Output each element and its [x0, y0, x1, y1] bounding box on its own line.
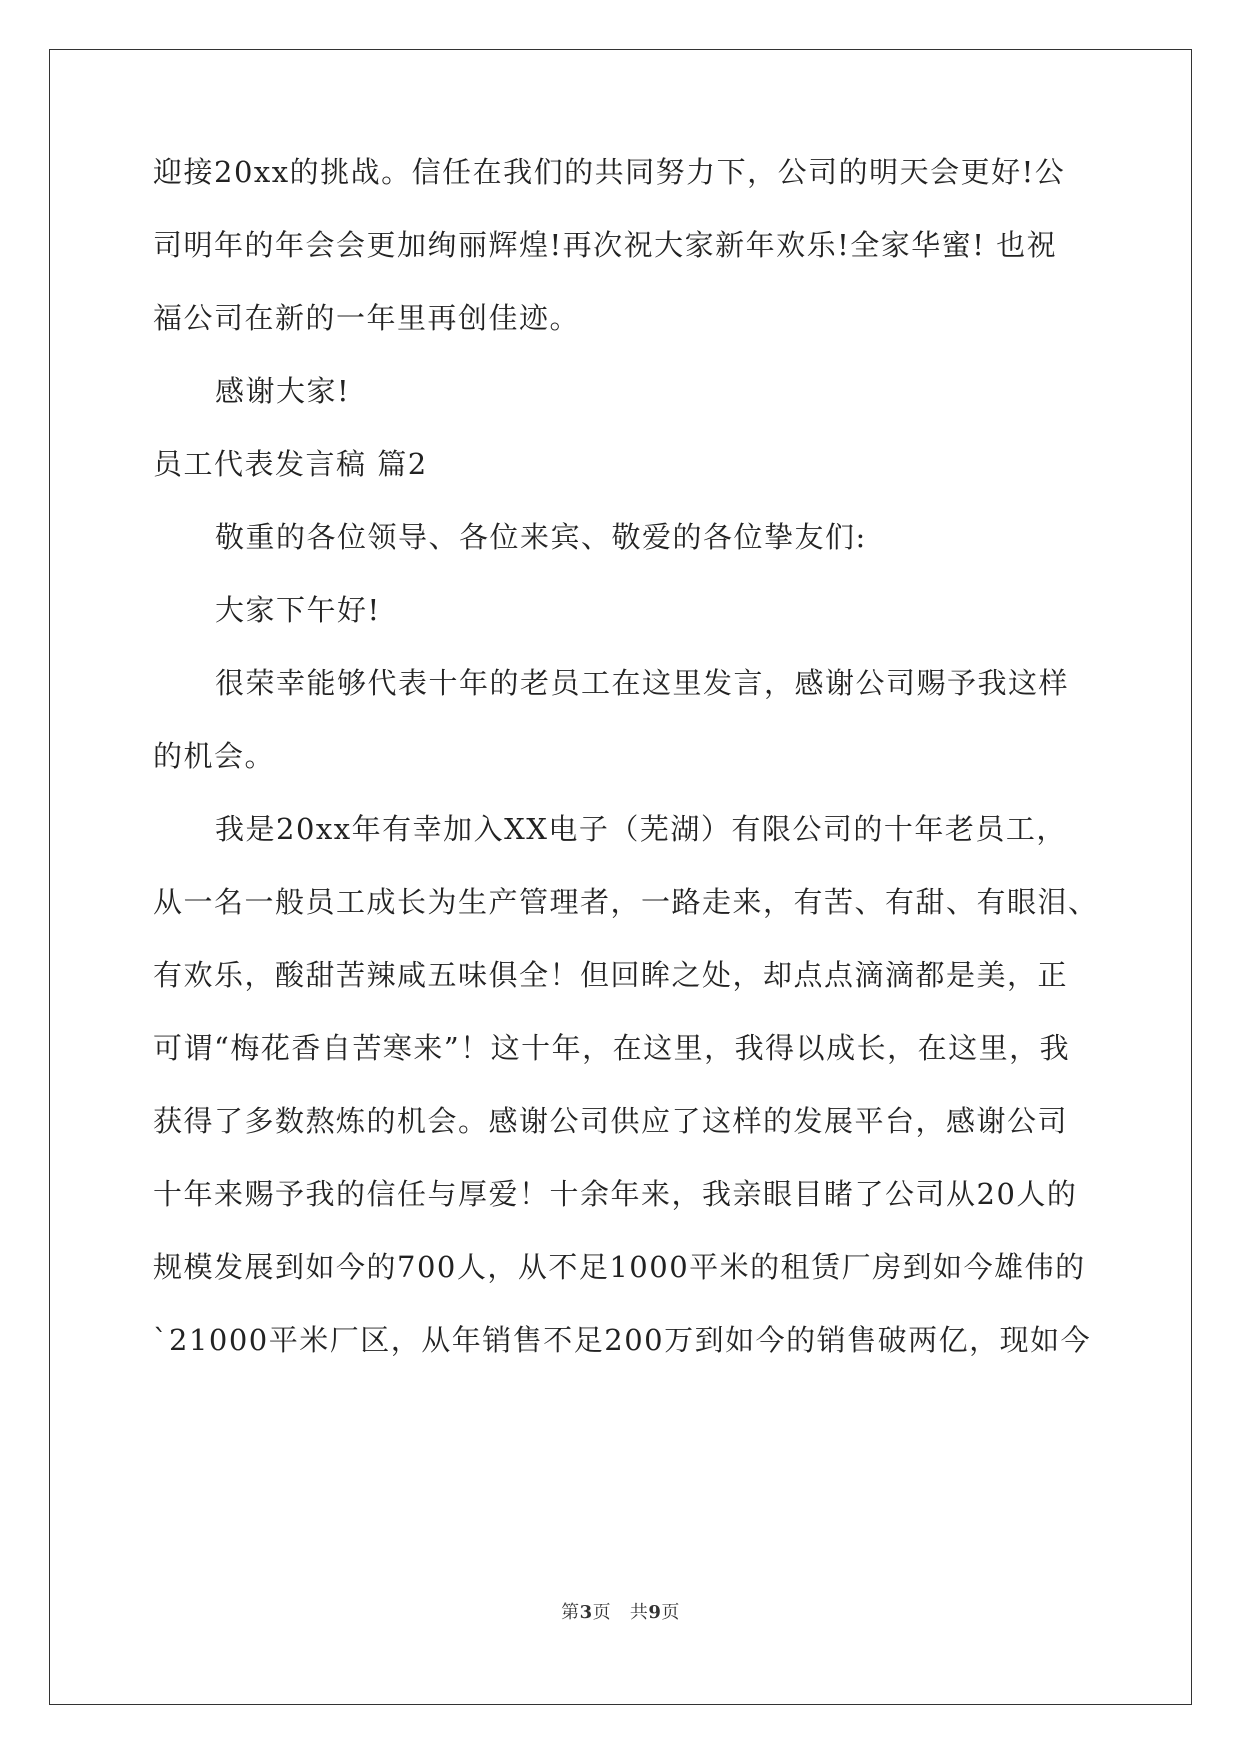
- paragraph-line: 有欢乐，酸甜苦辣咸五味俱全！但回眸之处，却点点滴滴都是美，正: [153, 958, 1069, 992]
- paragraph-line: 迎接20xx的挑战。信任在我们的共同努力下，公司的明天会更好!公: [153, 155, 1066, 189]
- paragraph-line: 可谓“梅花香自苦寒来”！这十年，在这里，我得以成长，在这里，我: [153, 1031, 1071, 1065]
- paragraph-line: 司明年的年会会更加绚丽辉煌!再次祝大家新年欢乐!全家华蜜! 也祝: [153, 228, 1058, 262]
- paragraph-line: 十年来赐予我的信任与厚爱！十余年来，我亲眼目睹了公司从20人的: [153, 1177, 1078, 1211]
- paragraph-line: 大家下午好!: [215, 593, 381, 627]
- section-heading: 员工代表发言稿 篇2: [153, 447, 428, 481]
- paragraph-line: 感谢大家!: [215, 374, 351, 408]
- paragraph-line: 很荣幸能够代表十年的老员工在这里发言，感谢公司赐予我这样: [215, 666, 1070, 700]
- footer-prefix: 第: [561, 1602, 580, 1623]
- paragraph-line: 福公司在新的一年里再创佳迹。: [153, 301, 581, 335]
- total-pages-number: 9: [648, 1602, 662, 1623]
- paragraph-line: 从一名一般员工成长为生产管理者，一路走来，有苦、有甜、有眼泪、: [153, 885, 1099, 919]
- footer-suffix: 页: [661, 1602, 680, 1623]
- paragraph-line: 的机会。: [153, 739, 276, 773]
- footer-middle: 页 共: [592, 1602, 649, 1623]
- paragraph-line: 我是20xx年有幸加入XX电子（芜湖）有限公司的十年老员工，: [215, 812, 1067, 846]
- paragraph-line: `21000平米厂区，从年销售不足200万到如今的销售破两亿，现如今: [153, 1323, 1092, 1357]
- page-footer: [0, 1598, 1241, 1624]
- paragraph-line: 规模发展到如今的700人，从不足1000平米的租赁厂房到如今雄伟的: [153, 1250, 1086, 1284]
- paragraph-line: 获得了多数熬炼的机会。感谢公司供应了这样的发展平台，感谢公司: [153, 1104, 1069, 1138]
- paragraph-line: 敬重的各位领导、各位来宾、敬爱的各位挚友们:: [215, 520, 867, 554]
- current-page-number: 3: [579, 1602, 593, 1623]
